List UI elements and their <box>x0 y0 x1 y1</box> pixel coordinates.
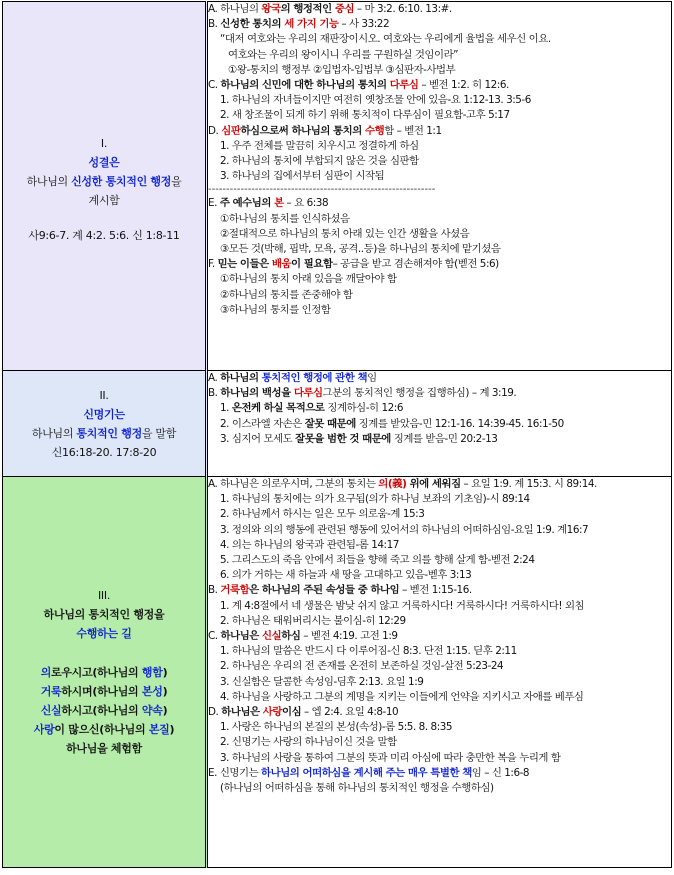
virtue-line <box>3 701 205 720</box>
virtue-text: ) <box>162 666 168 679</box>
line-text: 중심 <box>334 3 355 15</box>
outline-line <box>208 169 671 184</box>
section-row-2 <box>3 371 672 477</box>
line-text: – 벧전 1:2. 히 12:6. <box>418 79 509 92</box>
section-2-line1-highlight: 통치적인 행정 <box>76 426 142 440</box>
outline-line <box>208 288 671 303</box>
line-text: 신실 <box>262 630 282 643</box>
line-text: 2. 신명기는 사랑의 하나님이신 것을 말함 <box>220 736 397 749</box>
outline-line <box>208 108 671 123</box>
line-text: 3. 하나님의 집에서부터 심판이 시작됨 <box>220 170 385 183</box>
divider <box>208 184 671 196</box>
line-text: 의 <box>280 3 294 15</box>
line-text: E. <box>208 197 220 210</box>
line-text: 하나님의 어떠하심을 계시해 주는 매우 특별한 책 <box>261 766 472 779</box>
section-3-title-pre: 하나님의 통치적인 행정을 <box>43 608 165 621</box>
virtue-text: 행함 <box>141 666 163 679</box>
outline-line <box>208 78 671 93</box>
line-text: 하나님의 신민에 대한 하나님의 통치의 <box>220 79 390 92</box>
outline-line <box>208 690 671 705</box>
line-text: 그분의 통치적인 행정을 집행하심) – 계 3:19. <box>322 387 517 400</box>
section-1-lines <box>208 2 671 318</box>
section-1-heading-cell <box>3 2 207 371</box>
section-3-content-cell <box>207 477 672 868</box>
line-text: 여호와는 우리의 왕이시니 우리를 구원하실 것임이라” <box>228 48 459 61</box>
line-text: 1. 계 4:8절에서 네 생물은 밤낮 쉬지 않고 거룩하시다! 거룩하시다! 거룩하시다! 외침 <box>220 599 585 612</box>
line-text: 임 <box>367 372 377 384</box>
line-text: 본 <box>274 197 284 210</box>
line-text: 세 가지 기능 <box>284 18 339 31</box>
line-text: B. <box>208 584 221 597</box>
section-3-numeral: III. <box>97 589 111 602</box>
line-text: “대저 여호와는 우리의 재판장이시오. 여호와는 우리에게 율법을 세우신 이요. <box>220 33 551 46</box>
section-1-line1-highlight: 신성한 통치적인 행정 <box>71 174 172 188</box>
line-text: – 마 3:2. 6:10. 13:#. <box>354 3 452 15</box>
section-3-heading-cell <box>3 477 207 868</box>
line-text: 1. 우주 전체를 말끔히 치우시고 정결하게 하심 <box>220 139 419 152</box>
outline-line <box>208 629 671 644</box>
line-text: ②하나님의 통치를 존중해야 함 <box>220 288 353 301</box>
outline-line <box>208 371 671 386</box>
line-text: 3. 심지어 모세도 <box>220 432 296 445</box>
section-row-3 <box>3 477 672 868</box>
outline-line <box>208 124 671 139</box>
virtue-text: ) <box>169 723 175 736</box>
line-text: – 공급을 받고 겸손해져야 함(벧전 5:6) <box>332 258 499 271</box>
line-text: 통치적인 행정에 관한 책 <box>261 372 368 384</box>
line-text: – 요일 1:9. 계 15:3. 시 89:14. <box>460 478 597 490</box>
line-text: ②절대적으로 하나님의 통치 아래 있는 인간 생활을 사셨음 <box>220 227 470 240</box>
line-text: 징계를 받음-민 20:2-13 <box>390 432 498 445</box>
section-2-line1-pre: 하나님의 <box>31 426 77 440</box>
outline-line <box>208 720 671 735</box>
line-text: 3. 하나님의 사랑을 통하여 그분의 뜻과 미리 아심에 따라 충만한 복을 누리게 함 <box>220 751 561 764</box>
virtue-text: 거룩 <box>40 685 62 698</box>
virtue-text: 하시며(하나님의 <box>61 685 142 698</box>
outline-line <box>208 139 671 154</box>
line-text: 1. <box>220 402 232 415</box>
outline-line <box>208 553 671 568</box>
virtue-text: 이 많으신(하나님의 <box>54 723 149 736</box>
outline-line <box>208 272 671 287</box>
line-text: ③모든 것(박해, 핍박, 모욕, 공격..등)을 하나님의 통치에 맡기셨음 <box>220 243 501 256</box>
outline-line <box>208 63 671 78</box>
outline-line <box>208 242 671 257</box>
line-text: F. <box>208 258 218 271</box>
section-3-virtues <box>3 663 205 739</box>
section-2-content-cell <box>207 371 672 477</box>
outline-line <box>208 644 671 659</box>
outline-line <box>208 507 671 522</box>
line-text: 이 필요함 <box>291 258 333 271</box>
section-1-numeral: I. <box>100 136 108 150</box>
virtue-text: ) <box>162 685 168 698</box>
section-2-heading-cell <box>3 371 207 477</box>
line-text: 3. 신실함은 달콤한 속성임-딤후 2:13. 요일 1:9 <box>220 675 424 688</box>
line-text: 2. 하나님은 태워버리시는 불이심-히 12:29 <box>220 614 406 627</box>
line-text: B. <box>208 18 221 31</box>
line-text: – 벧전 4:19. 고전 1:9 <box>300 630 398 643</box>
virtue-text: ) <box>162 704 168 717</box>
virtue-line <box>3 663 205 682</box>
section-3-lines <box>208 477 671 796</box>
line-text: 하심 <box>281 630 301 643</box>
section-1-line1 <box>3 172 205 191</box>
virtue-line <box>3 720 205 739</box>
line-text: 심판 <box>221 124 241 137</box>
line-text: 4. 하나님을 사랑하고 그분의 계명을 지키는 이들에게 언약을 지키시고 자애를 베푸심 <box>220 690 584 703</box>
section-2-refs: 신16:18-20. 17:8-20 <box>51 445 157 459</box>
outline-line <box>208 735 671 750</box>
section-row-1 <box>3 2 672 371</box>
outline-line <box>208 303 671 318</box>
line-text: 하나님의 <box>220 372 262 384</box>
line-text: 위에 세워짐 <box>406 478 461 490</box>
line-text: 하나님은 <box>220 630 263 643</box>
line-text: 잘못을 범한 것 때문에 <box>295 432 391 445</box>
line-text: 하나님의 백성을 <box>220 387 294 400</box>
outline-line <box>208 492 671 507</box>
line-text: 징계를 받았음-민 12:1-16. 14:39-45. 16:1-50 <box>355 417 564 430</box>
virtue-text: 의 <box>40 666 52 679</box>
line-text: 징계하심-히 12:6 <box>324 402 403 415</box>
outline-line <box>208 538 671 553</box>
line-text: C. <box>208 79 221 92</box>
line-text: ①하나님의 통치 아래 있음을 깨달아야 함 <box>220 273 397 286</box>
line-text: A. 하나님의 <box>208 3 262 15</box>
outline-line <box>208 257 671 272</box>
line-text: – 사 33:22 <box>338 18 390 31</box>
line-text: 3. 정의와 의의 행동에 관련된 행동에 있어서의 하나님의 어떠하심임-요일 1:9. 계16:7 <box>220 523 589 536</box>
line-text: 거룩함 <box>220 584 250 597</box>
line-text: 2. 이스라엘 자손은 <box>220 417 305 430</box>
outline-line <box>208 401 671 416</box>
line-text: 다루심 <box>389 79 419 92</box>
line-text: 행정적인 <box>293 3 335 15</box>
outline-line <box>208 32 671 47</box>
line-text: 하심으로써 <box>240 124 292 137</box>
outline-line <box>208 523 671 538</box>
outline-line <box>208 781 671 796</box>
outline-line <box>208 17 671 32</box>
section-1-line2: 계시함 <box>88 193 120 207</box>
section-1-content-cell <box>207 2 672 371</box>
section-2-line1 <box>3 424 205 443</box>
outline-line <box>208 93 671 108</box>
line-text: 하나님은 <box>221 706 263 719</box>
section-2-numeral: II. <box>99 388 109 402</box>
line-text: D. <box>208 706 222 719</box>
line-text: ①하나님의 통치를 인식하셨음 <box>220 212 350 225</box>
line-text: --------------------------------------------------------------- <box>208 184 436 196</box>
line-text: 1. 사랑은 하나님의 본질의 본성(속성)-롬 5:5. 8. 8:35 <box>220 721 453 734</box>
outline-line <box>208 599 671 614</box>
line-text: 1. 하나님의 통치에는 의가 요구됨(의가 하나님 보좌의 기초임)-시 89:14 <box>220 493 530 506</box>
line-text: A. 하나님은 의로우시며, 그분의 통치는 <box>208 478 379 490</box>
line-text: 이심 <box>281 706 302 719</box>
line-text: D. <box>208 124 222 137</box>
virtue-text: 본질 <box>148 723 170 736</box>
line-text: 함 – 벧전 1:1 <box>384 124 442 137</box>
outline-line <box>208 583 671 598</box>
line-text: 잘못 때문에 <box>304 417 356 430</box>
line-text: 배움 <box>271 258 292 271</box>
line-text: 하나님의 통치의 <box>291 124 366 137</box>
outline-table <box>2 1 672 868</box>
line-text: 은 하나님의 주된 속성들 중 하나임 <box>249 584 400 597</box>
line-text: 의(義) <box>378 478 407 490</box>
line-text: 2. 새 창조물이 되게 하기 위해 통치적이 다루심이 필요함-고후 5:17 <box>220 109 510 122</box>
virtue-text: 본성 <box>141 685 163 698</box>
line-text: 1. 하나님의 말씀은 반드시 다 이루어짐-신 8:3. 단전 1:15. 딛후 2:11 <box>220 645 517 658</box>
outline-line <box>208 212 671 227</box>
line-text: ①왕-통치의 행정부 ②입법자-입법부 ③심판자-사법부 <box>228 63 456 76</box>
line-text: 임 – 신 1:6-8 <box>471 766 530 779</box>
outline-line <box>208 477 671 492</box>
outline-line <box>208 614 671 629</box>
section-1-refs: 사9:6-7. 계 4:2. 5:6. 신 1:8-11 <box>28 228 180 242</box>
section-2-lines <box>208 371 671 447</box>
line-text: 2. 하나님은 우리의 전 존재를 온전히 보존하실 것임-살전 5:23-24 <box>220 660 504 673</box>
line-text: (하나님의 어떠하심을 통해 하나님의 통치적인 행정을 수행하심) <box>220 782 494 795</box>
outline-line <box>208 705 671 720</box>
outline-line <box>208 154 671 169</box>
line-text: 다루심 <box>293 387 323 400</box>
virtue-text: 신실 <box>40 704 62 717</box>
outline-line <box>208 196 671 211</box>
outline-line <box>208 432 671 447</box>
line-text: 왕국 <box>261 3 281 15</box>
line-text: – 요 6:38 <box>283 197 329 210</box>
line-text: 온전케 하실 목적으로 <box>231 402 325 415</box>
outline-line <box>208 766 671 781</box>
line-text: 사랑 <box>262 706 282 719</box>
section-1-line1-pre: 하나님의 <box>26 174 72 188</box>
line-text: – 벧전 1:15-16. <box>399 584 472 597</box>
line-text: A. <box>208 372 221 384</box>
virtue-text: 하시고(하나님의 <box>61 704 142 717</box>
virtue-text: 약속 <box>141 704 163 717</box>
line-text: 주 예수님의 <box>219 197 275 210</box>
outline-line <box>208 386 671 401</box>
outline-line <box>208 675 671 690</box>
line-text: E. 신명기는 <box>208 766 262 779</box>
outline-line <box>208 751 671 766</box>
section-3-closing: 하나님을 체험함 <box>66 742 142 755</box>
line-text: ③하나님의 통치를 인정함 <box>220 303 331 316</box>
line-text: 수행 <box>365 124 385 137</box>
line-text: 4. 의는 하나님의 왕국과 관련됨-롬 14:17 <box>220 538 399 551</box>
outline-line <box>208 227 671 242</box>
outline-line <box>208 2 671 17</box>
virtue-text: 사랑 <box>33 723 55 736</box>
outline-line <box>208 417 671 432</box>
section-3-title: 수행하는 길 <box>76 627 132 640</box>
section-1-title: 성결은 <box>88 155 120 169</box>
section-1-line1-post: 을 <box>171 174 182 188</box>
line-text: 2. 하나님의 통치에 부합되지 않은 것을 심판함 <box>220 155 419 168</box>
line-text: 믿는 이들은 <box>217 258 272 271</box>
section-2-line1-post: 을 말함 <box>141 426 177 440</box>
outline-line <box>208 659 671 674</box>
line-text: 2. 하나님께서 하시는 일은 모두 의로움-계 15:3 <box>220 508 425 521</box>
outline-line <box>208 568 671 583</box>
section-2-title: 신명기는 <box>83 407 125 421</box>
virtue-text: 로우시고(하나님의 <box>51 666 142 679</box>
line-text: – 엡 2:4. 요일 4:8-10 <box>301 706 399 719</box>
outline-line <box>208 48 671 63</box>
line-text: 5. 그리스도의 죽음 안에서 죄들을 향해 죽고 의를 향해 살게 함-벧전 2:24 <box>220 554 535 567</box>
virtue-line <box>3 682 205 701</box>
line-text: B. <box>208 387 221 400</box>
line-text: C. <box>208 630 221 643</box>
line-text: 6. 의가 거하는 새 하늘과 새 땅을 고대하고 있음-벧후 3:13 <box>220 569 472 582</box>
line-text: 신성한 통치의 <box>220 18 285 31</box>
line-text: 1. 하나님의 자녀들이지만 여전히 옛창조물 안에 있음-요 1:12-13. 3:5-6 <box>220 94 531 107</box>
